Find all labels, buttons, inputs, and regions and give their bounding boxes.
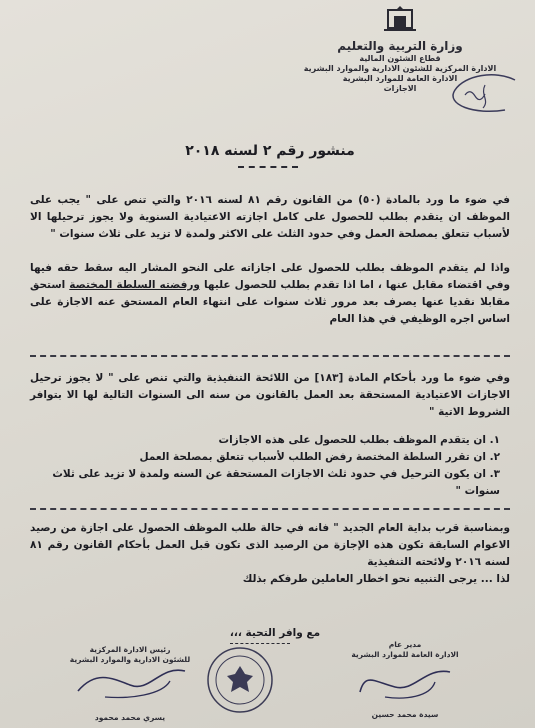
list-item: ٣. ان يكون الترحيل في حدود ثلث الاجازات المستحقة عن السنه ولمدة لا تزيد على ثلاث سنوات " bbox=[52, 468, 500, 497]
handwritten-signature bbox=[70, 663, 190, 703]
signature-block-right bbox=[345, 640, 465, 719]
header-line: الادارة المركزية للشئون الادارية والموارد البشرية bbox=[303, 64, 497, 73]
conditions-list bbox=[40, 432, 500, 500]
signer-title: رئيس الادارة المركزية bbox=[89, 645, 171, 654]
header-line: الادارة العامة للموارد البشرية bbox=[342, 74, 458, 83]
paragraph-text: واذا لم يتقدم الموظف بطلب للحصول على اجازاته على النحو المشار اليه سقط حقه فيها وفي اقتضاء مقابل عنها ، اما اذا تقدم بطلب للحصول عليها bbox=[30, 262, 510, 291]
paragraph-text: لذا ... يرجى التنبيه نحو اخطار العاملين طرفكم بذلك bbox=[242, 573, 510, 585]
header-line: الاجازات bbox=[383, 84, 417, 93]
paragraph-regulation-183: وفي ضوء ما ورد بأحكام المادة [١٨٣] من اللائحة التنفيذية والتي تنص على " لا يجوز ترحيل الاجازات الاعتيادية المستحقة بعد العمل بالقانون من سنه الى السنوات التالية لها الا بتوافر الشروط الاتية " bbox=[30, 372, 510, 418]
signer-org: للشئون الادارية والموارد البشرية bbox=[69, 655, 191, 664]
dashed-separator bbox=[30, 355, 510, 357]
official-stamp-icon bbox=[205, 640, 275, 718]
ministry-name: وزارة التربية والتعليم bbox=[337, 39, 463, 53]
list-item: ١. ان يتقدم الموظف بطلب للحصول على هذه الاجازات bbox=[218, 434, 500, 446]
signer-org: الادارة العامة للموارد البشرية bbox=[351, 650, 459, 659]
signer-title: مدير عام bbox=[388, 640, 422, 649]
dashed-separator bbox=[30, 508, 510, 510]
list-item: ٢. ان تقرر السلطة المختصة رفض الطلب لأسباب تتعلق بمصلحة العمل bbox=[139, 451, 500, 463]
signer-name: يسري محمد محمود bbox=[94, 713, 166, 722]
paragraph-law-article-50: في ضوء ما ورد بالمادة (٥٠) من القانون رقم ٨١ لسنه ٢٠١٦ والتي تنص على " يجب على الموظف ان يتقدم بطلب للحصول على كامل اجازته الاعتيادية السنوية ولا يجوز ترحيلها الا لأسباب تتعلق بمصلحة العمل وفي حدود الثلث على الاكثر ولمدة لا تزيد على ثلاث سنوات " bbox=[30, 194, 510, 240]
paragraph-leave-forfeit bbox=[30, 260, 510, 328]
title-underline bbox=[238, 166, 298, 168]
paragraph-text: وبمناسبة قرب بداية العام الجديد " فانه في حالة طلب الموظف الحصول على اجازة من رصيد الاعوام السابقة تكون هذه الإجازة من الرصيد الذى تكون قبل العمل بأحكام القانون رقم ٨١ لسنه ٢٠١٦ ولائحته التنفيذية bbox=[30, 522, 510, 568]
header-line: قطاع الشئون المالية bbox=[359, 54, 441, 63]
document-title: منشور رقم ٢ لسنه ٢٠١٨ bbox=[185, 143, 355, 159]
signature-block-left bbox=[60, 645, 200, 722]
handwritten-note bbox=[425, 70, 525, 125]
highlighted-text: ورفضته السلطة المختصة bbox=[69, 279, 200, 291]
paragraph-new-year-notice bbox=[30, 520, 510, 588]
handwritten-signature bbox=[355, 662, 455, 702]
ministry-logo-icon bbox=[380, 6, 420, 36]
signer-name: سيدة محمد حسين bbox=[371, 710, 439, 719]
closing-greeting: مع وافر التحية ،،، bbox=[229, 627, 321, 639]
paragraph-text: استحق مقابلا نقديا عنها يصرف بعد مرور ثلاث سنوات على انتهاء العام المستحق عنه الاجازة على اساس اجره الوظيفي في هذا العام bbox=[30, 279, 510, 325]
